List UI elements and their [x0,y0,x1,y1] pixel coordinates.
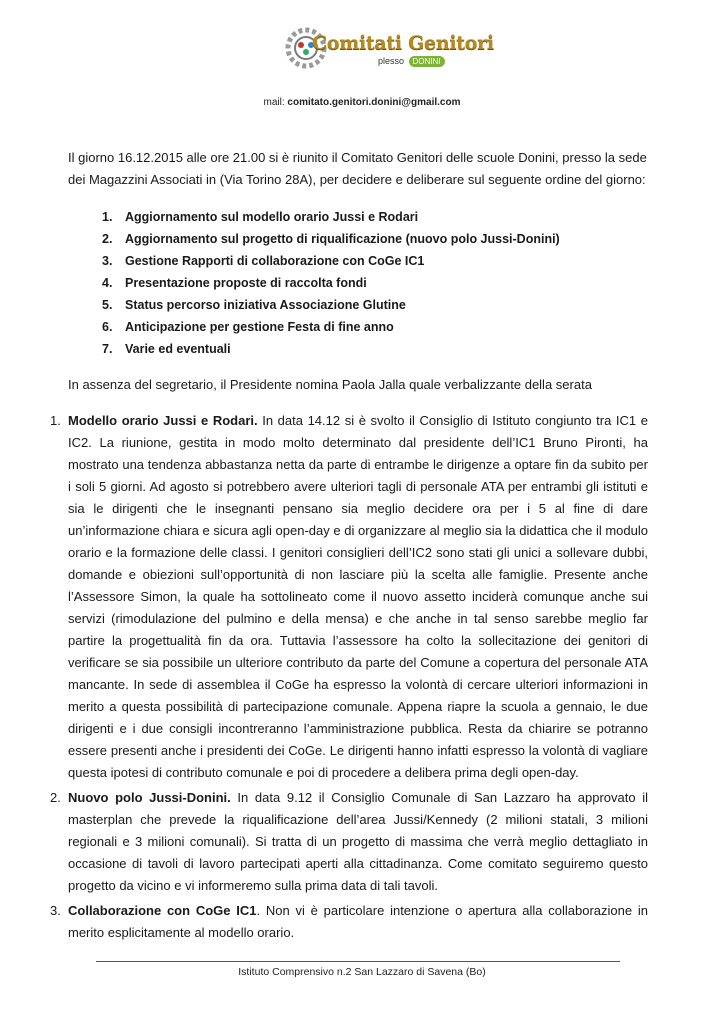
logo-plesso-badge: DONINI [409,56,445,67]
point-number: 2. [50,790,61,805]
point-body: In data 14.12 si è svolto il Consiglio di Istituto congiunto tra IC1 e IC2. La riunione, gestita in modo molto determinato dal presidente dell’IC1 Bruno Pironti, ha mostrato una tendenza abbastanza netta da parte di entrambe le dirigenze a optare fin da subito per i soli 5 giorni. Ad agosto si potrebbero avere ulteriori tagli di personale ATA per entrambi gli istituti e sia le dirigenti che le insegnanti pensano sia meglio decidere ora per i 5 al fine di dare un’informazione chiara e sicura agli open-day e di organizzare al meglio sia la didattica che il modulo orario e la formazione delle classi. I genitori consiglieri dell’IC2 sono stati gli unici a sollevare dubbi, domande e obiezioni sull’opportunità di non lasciare più la scelta alle famiglie. Presente anche l’Assessore Simon, la quale ha sottolineato come il nuovo assetto inciderà comunque anche sui servizi (rimodulazione del pulmino e della mensa) e che anche in tal senso sarebbe meglio far partire la progettualità fin da ora. Tuttavia l’assessore ha colto la sollecitazione dei genitori di verificare se sia possibile un ulteriore contributo da parte del Comune a copertura del personale ATA mancante. In sede di assemblea il CoGe ha espresso la volontà di cercare ulteriori informazioni in merito a questa possibilità di partecipazione comunale. Appena riapre la scuola a gennaio, le due dirigenti e i due consigli incontreranno l’amministrazione pubblica. Resta da chiarire se potranno essere presenti anche i presidenti dei CoGe. Le dirigenti hanno infatti espresso la volontà di vagliare questa ipotesi di contributo comunale e poi di procedere a delibera prima degli open-day. [68,413,648,780]
minutes-point [48,787,648,897]
agenda-item [102,250,622,272]
agenda-item-text: Status percorso iniziativa Associazione Glutine [125,298,406,312]
logo-brand-text: Comitati Genitori [312,32,494,54]
agenda-item-text: Anticipazione per gestione Festa di fine anno [125,320,394,334]
agenda-item-text: Aggiornamento sul modello orario Jussi e Rodari [125,210,419,224]
point-title: Nuovo polo Jussi-Donini. [68,790,231,805]
footer-text: Istituto Comprensivo n.2 San Lazzaro di Savena (Bo) [238,966,486,978]
agenda-item-number: 6. [102,320,113,334]
agenda-item [102,316,622,338]
intro-paragraph: Il giorno 16.12.2015 alle ore 21.00 si è riunito il Comitato Genitori delle scuole Donini, presso la sede dei Magazzini Associati in (Via Torino 28A), per decidere e deliberare sul seguente ordine del giorno: [68,150,647,187]
minutes-points-list [48,410,648,947]
point-body: In data 9.12 il Consiglio Comunale di San Lazzaro ha approvato il masterplan che prevede la riqualificazione dell’area Jussi/Kennedy (2 milioni statali, 3 milioni regionali e 3 milioni comunali). Si tratta di un progetto di massima che verrà meglio dettagliato in occasione di tavoli di lavoro partecipati aperti alla cittadinanza. Come comitato seguiremo questo progetto da vicino e vi informeremo sulla prima data di tali tavoli. [68,790,648,893]
mail-label: mail: [263,97,288,108]
agenda-list [102,206,622,360]
point-number: 1. [50,413,61,428]
logo-plesso-label: plesso [378,56,405,66]
point-title: Collaborazione con CoGe IC1 [68,903,257,918]
agenda-item-number: 5. [102,298,113,312]
secretary-note: In assenza del segretario, il Presidente nomina Paola Jalla quale verbalizzante della serata [68,377,592,392]
agenda-item [102,272,622,294]
agenda-item [102,338,622,360]
footer-divider [96,961,620,962]
agenda-item-text: Gestione Rapporti di collaborazione con CoGe IC1 [125,254,425,268]
minutes-point [48,410,648,784]
agenda-item-text: Aggiornamento sul progetto di riqualificazione (nuovo polo Jussi-Donini) [125,232,560,246]
agenda-item-number: 2. [102,232,113,246]
agenda-item [102,294,622,316]
point-body: . Non vi è particolare intenzione o apertura alla collaborazione in merito esplicitamente al modello orario. [68,903,648,940]
agenda-item [102,206,622,228]
agenda-item-number: 7. [102,342,113,356]
agenda-item [102,228,622,250]
agenda-item-number: 4. [102,276,113,290]
agenda-item-number: 1. [102,210,113,224]
comitati-genitori-logo [282,22,494,78]
logo-plesso [378,56,445,67]
agenda-item-text: Presentazione proposte di raccolta fondi [125,276,367,290]
mail-line [0,97,724,108]
point-title: Modello orario Jussi e Rodari. [68,413,258,428]
agenda-item-text: Varie ed eventuali [125,342,231,356]
minutes-point [48,900,648,944]
agenda-item-number: 3. [102,254,113,268]
point-number: 3. [50,903,61,918]
mail-address: comitato.genitori.donini@gmail.com [287,97,461,108]
